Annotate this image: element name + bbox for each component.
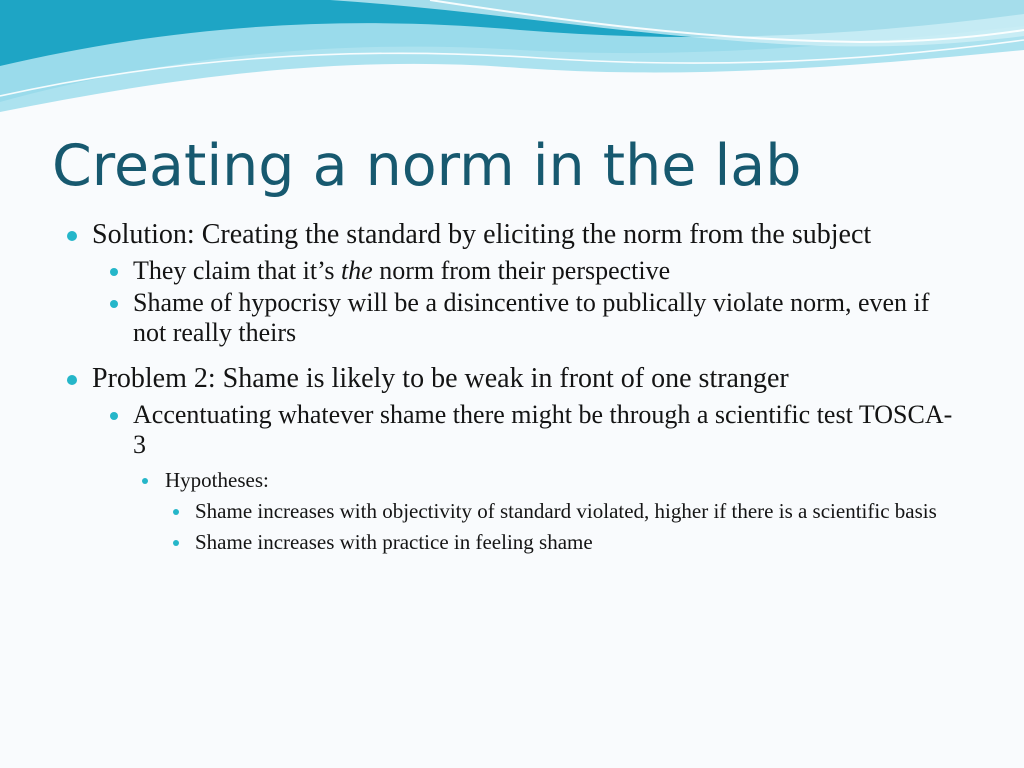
bullet-text: Shame increases with objectivity of standard violated, higher if there is a scientific basis xyxy=(195,499,937,523)
sub-bullet-hypothesis-objectivity xyxy=(0,499,955,524)
header-wave-decoration xyxy=(0,0,1024,130)
sub-bullet-hypotheses xyxy=(0,468,955,493)
bullet-dot-icon xyxy=(173,540,179,546)
bullet-text: Hypotheses: xyxy=(165,468,269,492)
bullet-text: They claim that it’s the norm from their perspective xyxy=(133,256,671,285)
bullet-text: Shame increases with practice in feeling shame xyxy=(195,530,593,554)
bullet-dot-icon xyxy=(67,231,77,241)
bullet-text: Problem 2: Shame is likely to be weak in front of one stranger xyxy=(92,363,789,394)
sub-bullet-claim-norm xyxy=(0,256,963,286)
bullet-dot-icon xyxy=(173,509,179,515)
sub-bullet-accentuating xyxy=(0,400,963,460)
bullet-dot-icon xyxy=(110,412,118,420)
slide-title: Creating a norm in the lab xyxy=(52,133,802,199)
bullet-dot-icon xyxy=(142,478,148,484)
sub-bullet-hypothesis-practice xyxy=(0,530,955,555)
bullet-solution xyxy=(0,218,972,251)
bullet-dot-icon xyxy=(110,300,118,308)
bullet-list xyxy=(0,218,1024,555)
bullet-problem-2 xyxy=(0,362,972,395)
bullet-dot-icon xyxy=(67,375,77,385)
bullet-dot-icon xyxy=(110,268,118,276)
bullet-text: Accentuating whatever shame there might be through a scientific test TOSCA-3 xyxy=(133,400,953,459)
emphasis-the: the xyxy=(340,256,373,285)
bullet-text: Shame of hypocrisy will be a disincentive to publically violate norm, even if not really theirs xyxy=(133,288,930,347)
sub-bullet-shame-hypocrisy xyxy=(0,288,963,348)
bullet-text: Solution: Creating the standard by eliciting the norm from the subject xyxy=(92,219,872,250)
